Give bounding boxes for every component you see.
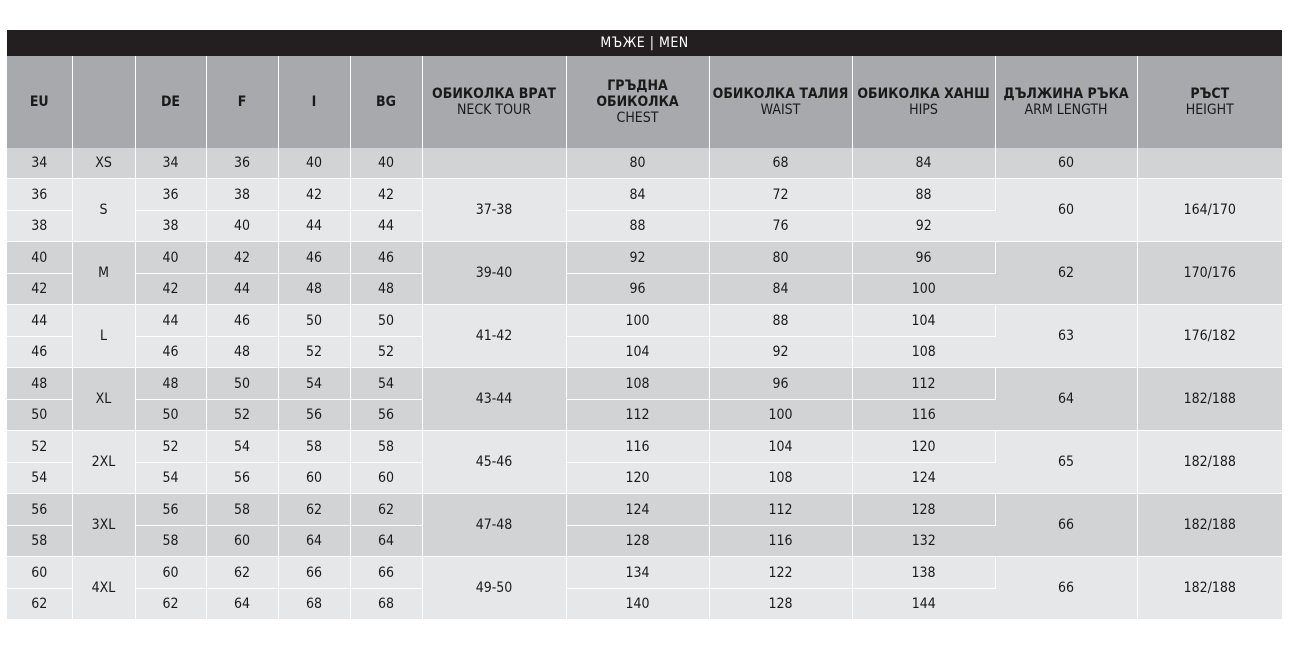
cell-size: 4XL [72,557,135,620]
cell-eu: 34 [7,148,72,179]
cell-bg: 56 [350,400,422,431]
cell-eu: 42 [7,274,72,305]
cell-f: 38 [206,179,278,211]
cell-bg: 60 [350,463,422,494]
cell-waist: 92 [709,337,852,368]
cell-i: 50 [278,305,350,337]
cell-eu: 46 [7,337,72,368]
cell-i: 56 [278,400,350,431]
cell-chest: 96 [566,274,709,305]
header-i: I [278,56,350,148]
cell-neck: 47-48 [422,494,566,557]
header-f: F [206,56,278,148]
table-row [7,242,1282,274]
cell-chest: 112 [566,400,709,431]
cell-arm: 63 [995,305,1137,368]
header-size [72,56,135,148]
cell-waist: 88 [709,305,852,337]
cell-waist: 122 [709,557,852,589]
cell-de: 36 [135,179,206,211]
table-row [7,431,1282,463]
cell-chest: 140 [566,589,709,620]
cell-i: 48 [278,274,350,305]
cell-i: 58 [278,431,350,463]
cell-waist: 80 [709,242,852,274]
header-waist-bg: ОБИКОЛКА ТАЛИЯ [712,86,849,102]
cell-height: 182/188 [1137,557,1282,620]
cell-eu: 40 [7,242,72,274]
header-height-bg: РЪСТ [1190,86,1230,102]
cell-neck: 39-40 [422,242,566,305]
cell-eu: 36 [7,179,72,211]
cell-de: 48 [135,368,206,400]
cell-eu: 52 [7,431,72,463]
header-bg: BG [350,56,422,148]
header-hips-en: HIPS [909,102,938,118]
cell-i: 40 [278,148,350,179]
cell-waist: 116 [709,526,852,557]
cell-eu: 58 [7,526,72,557]
cell-eu: 50 [7,400,72,431]
cell-f: 64 [206,589,278,620]
cell-size: M [72,242,135,305]
cell-chest: 80 [566,148,709,179]
table-row-xs [7,148,1282,179]
cell-chest: 84 [566,179,709,211]
cell-eu: 38 [7,211,72,242]
cell-eu: 62 [7,589,72,620]
cell-arm: 66 [995,494,1137,557]
cell-chest: 104 [566,337,709,368]
cell-de: 42 [135,274,206,305]
cell-hips: 112 [852,368,995,400]
cell-de: 38 [135,211,206,242]
cell-waist: 68 [709,148,852,179]
cell-waist: 108 [709,463,852,494]
table-body [7,148,1282,620]
cell-eu: 60 [7,557,72,589]
cell-f: 48 [206,337,278,368]
cell-bg: 48 [350,274,422,305]
cell-chest: 92 [566,242,709,274]
cell-neck: 43-44 [422,368,566,431]
header-hips [852,56,995,148]
cell-de: 46 [135,337,206,368]
cell-chest: 116 [566,431,709,463]
cell-size: 3XL [72,494,135,557]
header-waist-en: WAIST [760,102,801,118]
cell-f: 56 [206,463,278,494]
table-row [7,305,1282,337]
cell-waist: 96 [709,368,852,400]
header-de: DE [135,56,206,148]
cell-f: 40 [206,211,278,242]
cell-f: 62 [206,557,278,589]
cell-i: 54 [278,368,350,400]
cell-i: 42 [278,179,350,211]
cell-i: 64 [278,526,350,557]
cell-bg: 54 [350,368,422,400]
cell-hips: 124 [852,463,995,494]
cell-neck [422,148,566,179]
cell-f: 60 [206,526,278,557]
cell-de: 60 [135,557,206,589]
cell-i: 62 [278,494,350,526]
header-neck-bg: ОБИКОЛКА ВРАТ [432,86,556,102]
cell-f: 52 [206,400,278,431]
cell-size: XS [72,148,135,179]
cell-height: 182/188 [1137,368,1282,431]
table-title: МЪЖЕ | MEN [7,30,1282,56]
cell-hips: 88 [852,179,995,211]
cell-arm: 65 [995,431,1137,494]
cell-bg: 42 [350,179,422,211]
cell-eu: 44 [7,305,72,337]
cell-de: 52 [135,431,206,463]
cell-height: 176/182 [1137,305,1282,368]
cell-chest: 108 [566,368,709,400]
cell-height: 164/170 [1137,179,1282,242]
cell-waist: 112 [709,494,852,526]
header-chest [566,56,709,148]
cell-de: 34 [135,148,206,179]
cell-size: L [72,305,135,368]
cell-chest: 124 [566,494,709,526]
cell-de: 62 [135,589,206,620]
cell-bg: 46 [350,242,422,274]
cell-i: 44 [278,211,350,242]
cell-f: 54 [206,431,278,463]
cell-hips: 116 [852,400,995,431]
cell-bg: 68 [350,589,422,620]
header-height-en: HEIGHT [1185,102,1234,118]
cell-chest: 134 [566,557,709,589]
cell-hips: 138 [852,557,995,589]
cell-hips: 128 [852,494,995,526]
cell-neck: 49-50 [422,557,566,620]
cell-de: 44 [135,305,206,337]
cell-height: 182/188 [1137,494,1282,557]
cell-f: 50 [206,368,278,400]
cell-de: 50 [135,400,206,431]
cell-f: 46 [206,305,278,337]
table-row [7,179,1282,211]
cell-chest: 88 [566,211,709,242]
cell-chest: 128 [566,526,709,557]
cell-waist: 128 [709,589,852,620]
cell-hips: 144 [852,589,995,620]
header-eu: EU [7,56,72,148]
header-arm [995,56,1137,148]
cell-bg: 62 [350,494,422,526]
cell-arm: 60 [995,148,1137,179]
header-chest-en: CHEST [616,110,659,126]
header-chest-bg: ГРЪДНА ОБИКОЛКА [596,78,679,110]
cell-f: 44 [206,274,278,305]
cell-hips: 92 [852,211,995,242]
cell-chest: 120 [566,463,709,494]
cell-size: XL [72,368,135,431]
cell-bg: 64 [350,526,422,557]
cell-size: 2XL [72,431,135,494]
header-hips-bg: ОБИКОЛКА ХАНШ [857,86,990,102]
cell-waist: 84 [709,274,852,305]
cell-arm: 64 [995,368,1137,431]
cell-bg: 44 [350,211,422,242]
size-chart-table [7,30,1282,620]
cell-i: 66 [278,557,350,589]
cell-hips: 120 [852,431,995,463]
cell-waist: 104 [709,431,852,463]
table-row [7,368,1282,400]
cell-size: S [72,179,135,242]
cell-i: 46 [278,242,350,274]
cell-hips: 108 [852,337,995,368]
cell-arm: 66 [995,557,1137,620]
cell-hips: 132 [852,526,995,557]
cell-f: 36 [206,148,278,179]
cell-bg: 52 [350,337,422,368]
cell-eu: 48 [7,368,72,400]
cell-neck: 37-38 [422,179,566,242]
table-row [7,494,1282,526]
cell-hips: 96 [852,242,995,274]
cell-waist: 76 [709,211,852,242]
cell-f: 58 [206,494,278,526]
cell-de: 56 [135,494,206,526]
cell-neck: 45-46 [422,431,566,494]
header-waist [709,56,852,148]
cell-de: 40 [135,242,206,274]
header-neck-en: NECK TOUR [456,102,531,118]
cell-eu: 54 [7,463,72,494]
cell-bg: 66 [350,557,422,589]
cell-chest: 100 [566,305,709,337]
header-neck [422,56,566,148]
cell-waist: 100 [709,400,852,431]
cell-arm: 60 [995,179,1137,242]
cell-i: 52 [278,337,350,368]
header-arm-bg: ДЪЛЖИНА РЪКА [1003,86,1129,102]
cell-height: 182/188 [1137,431,1282,494]
cell-i: 68 [278,589,350,620]
table-row [7,557,1282,589]
cell-height [1137,148,1282,179]
cell-hips: 84 [852,148,995,179]
cell-f: 42 [206,242,278,274]
cell-i: 60 [278,463,350,494]
cell-de: 58 [135,526,206,557]
cell-arm: 62 [995,242,1137,305]
cell-eu: 56 [7,494,72,526]
cell-height: 170/176 [1137,242,1282,305]
cell-bg: 58 [350,431,422,463]
cell-waist: 72 [709,179,852,211]
header-arm-en: ARM LENGTH [1024,102,1108,118]
cell-hips: 104 [852,305,995,337]
cell-de: 54 [135,463,206,494]
cell-hips: 100 [852,274,995,305]
cell-bg: 50 [350,305,422,337]
cell-bg: 40 [350,148,422,179]
header-height [1137,56,1282,148]
cell-neck: 41-42 [422,305,566,368]
